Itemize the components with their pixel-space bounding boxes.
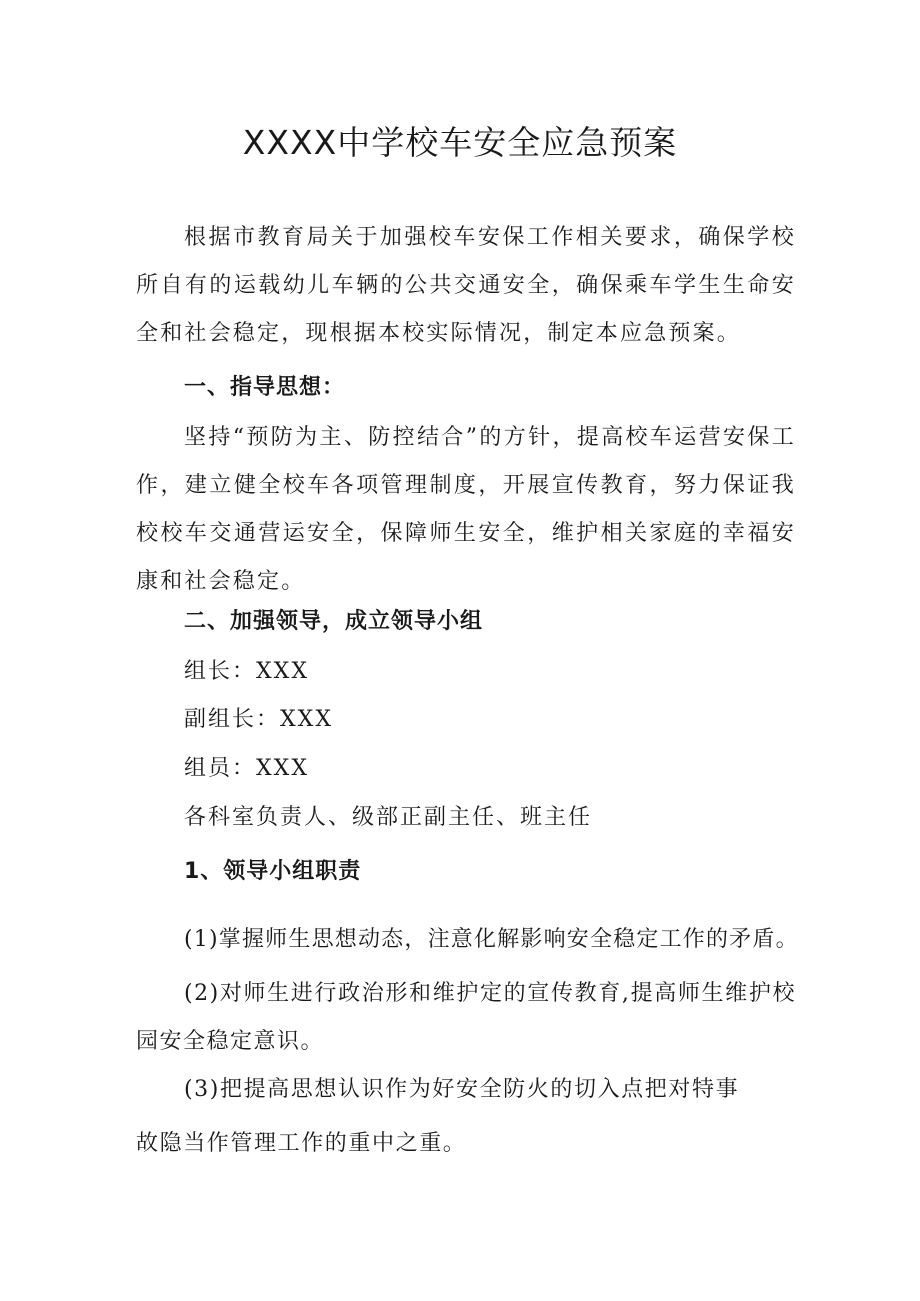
- duty-item-2: (2)对师生进行政治形和维护定的宣传教育,提高师生维护校园安全稳定意识。: [136, 981, 796, 1054]
- section-heading-guiding-ideology: 一、指导思想：: [184, 375, 346, 400]
- group-members-detail-line: 各科室负责人、级部正副主任、班主任: [184, 805, 593, 830]
- document-title: XXXX中学校车安全应急预案: [242, 123, 678, 162]
- group-members-line: 组员：XXX: [184, 756, 309, 781]
- duties-heading: 1、领导小组职责: [184, 859, 362, 884]
- deputy-leader-line: 副组长：XXX: [184, 707, 333, 732]
- intro-paragraph: 根据市教育局关于加强校车安保工作相关要求，确保学校所自有的运载幼儿车辆的公共交通安全，确保乘车学生生命安全和社会稳定，现根据本校实际情况，制定本应急预案。: [136, 225, 796, 346]
- group-leader-line: 组长：XXX: [184, 659, 309, 684]
- duty-item-3-line-1: (3)把提高思想认识作为好安全防火的切入点把对特事: [184, 1077, 740, 1102]
- section-heading-leadership-group: 二、加强领导，成立领导小组: [184, 609, 484, 634]
- guiding-ideology-paragraph: 坚持“预防为主、防控结合”的方针，提高校车运营安保工作，建立健全校车各项管理制度，开展宣传教育，努力保证我校校车交通营运安全，保障师生安全，维护相关家庭的幸福安康和社会稳定。: [136, 425, 796, 594]
- duty-item-3-line-2: 故隐当作管理工作的重中之重。: [136, 1131, 467, 1156]
- duty-item-1: (1)掌握师生思想动态，注意化解影响安全稳定工作的矛盾。: [184, 927, 799, 952]
